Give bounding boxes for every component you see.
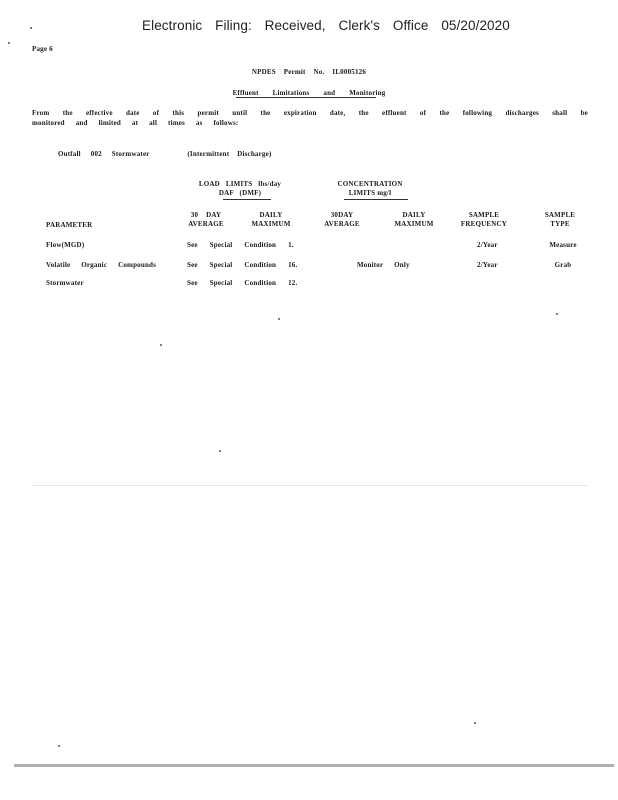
load-limits-title: LOAD LIMITS lbs/day <box>198 180 282 188</box>
electronic-filing-stamp: Electronic Filing: Received, Clerk's Office 05/20/2020 <box>142 18 510 33</box>
scan-speck <box>219 450 221 452</box>
column-header-conc-30day-average <box>318 211 366 229</box>
outfall-label: Outfall 002 Stormwater <box>58 150 150 158</box>
load-limits-subtitle: DAF (DMF) <box>218 189 262 197</box>
column-header-parameter: PARAMETER <box>46 221 93 229</box>
column-header-line: 30DAY <box>330 211 354 219</box>
column-header-line: MAXIMUM <box>251 220 291 228</box>
column-header-line: SAMPLE <box>468 211 500 219</box>
column-header-line: DAILY <box>402 211 426 219</box>
scan-speck <box>8 42 10 44</box>
column-header-conc-daily-maximum <box>390 211 438 229</box>
table-row-load: See Special Condition 16. <box>187 261 298 269</box>
column-header-sample-frequency <box>456 211 512 229</box>
scan-speck <box>58 745 60 747</box>
concentration-subtitle: LIMITS mg/l <box>348 189 392 197</box>
load-limits-underline <box>223 199 271 200</box>
column-header-sample-type <box>536 211 584 229</box>
column-header-line: SAMPLE <box>544 211 576 219</box>
column-header-line: 30 DAY <box>190 211 222 219</box>
column-header-line: MAXIMUM <box>394 220 434 228</box>
discharge-type: (Intermittent Discharge) <box>187 150 272 158</box>
faint-scan-line <box>32 485 588 486</box>
section-title: Effluent Limitations and Monitoring <box>232 89 386 97</box>
scan-speck <box>474 722 476 724</box>
concentration-title: CONCENTRATION <box>337 180 403 188</box>
table-row-frequency: 2/Year <box>477 261 498 269</box>
column-header-load-30day-average <box>182 211 230 229</box>
column-header-line: TYPE <box>550 220 570 228</box>
scan-speck <box>278 318 280 320</box>
table-row-parameter: Stormwater <box>46 279 84 287</box>
table-row-parameter: Volatile Organic Compounds <box>46 261 157 269</box>
table-row-load: See Special Condition 12. <box>187 279 298 287</box>
concentration-limits-header <box>330 180 410 198</box>
table-row-frequency: 2/Year <box>477 241 498 249</box>
scan-speck <box>30 27 32 29</box>
outfall-line <box>58 150 271 158</box>
column-header-line: DAILY <box>259 211 283 219</box>
table-row-parameter: Flow(MGD) <box>46 241 85 249</box>
table-row-sample-type: Grab <box>554 261 572 269</box>
intro-paragraph: From the effective date of this permit until the expiration date, the effluent of the following discharges shall be monitored and limited at all times as follows: <box>32 109 588 127</box>
permit-number: NPDES Permit No. IL0005126 <box>251 68 367 76</box>
page-number: Page 6 <box>32 45 53 53</box>
table-row-sample-type: Measure <box>549 241 577 249</box>
column-header-line: AVERAGE <box>324 220 360 228</box>
column-header-line: AVERAGE <box>188 220 224 228</box>
column-header-load-daily-maximum <box>247 211 295 229</box>
scan-speck <box>556 313 558 315</box>
section-title-underline <box>236 97 376 98</box>
scan-speck <box>160 344 162 346</box>
load-limits-header <box>190 180 290 198</box>
table-row-concentration: Monitor Only <box>357 261 410 269</box>
table-row-load: See Special Condition 1. <box>187 241 294 249</box>
column-header-line: FREQUENCY <box>460 220 508 228</box>
concentration-limits-underline <box>344 199 408 200</box>
page-bottom-edge <box>14 764 614 767</box>
